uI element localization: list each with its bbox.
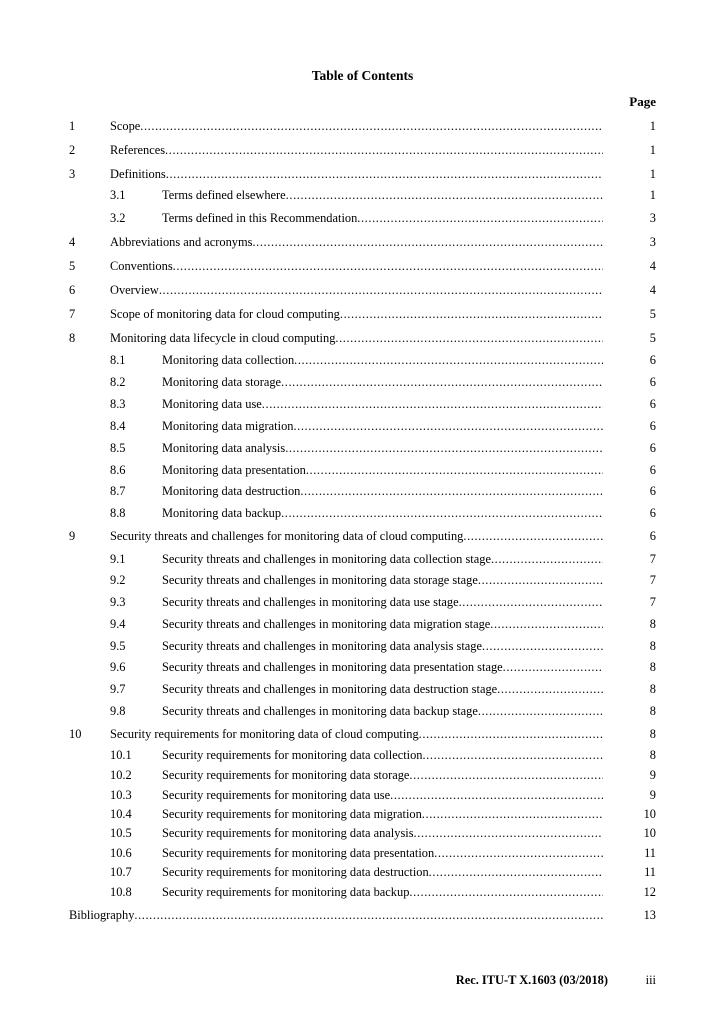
toc-entry-number: 3 [69, 167, 76, 181]
toc-entry-page: 10 [643, 826, 656, 840]
toc-entry-label[interactable]: Monitoring data storage ..... [162, 373, 603, 391]
toc-entry-page: 8 [649, 682, 656, 696]
toc-entry-page: 6 [649, 397, 656, 411]
toc-entry[interactable] [0, 637, 725, 655]
toc-entry-page: 8 [649, 704, 656, 718]
toc-entry-label[interactable]: Security requirements for monitoring data destruction ..... [162, 863, 603, 881]
toc-entry-number: 3.1 [110, 188, 126, 202]
toc-entry-page: 7 [649, 552, 656, 566]
toc-entry-number: 6 [69, 283, 76, 297]
toc-entry-page: 9 [649, 768, 656, 782]
toc-entry[interactable] [0, 257, 725, 275]
toc-entry-label[interactable]: Security threats and challenges in monitoring data presentation stage ..... [162, 658, 603, 676]
toc-entry-page: 9 [649, 788, 656, 802]
toc-entry[interactable] [0, 593, 725, 611]
toc-entry[interactable] [0, 571, 725, 589]
toc-entry[interactable] [0, 680, 725, 698]
toc-entry-label[interactable]: Security threats and challenges in monitoring data use stage ..... [162, 593, 603, 611]
toc-entry-number: 10.5 [110, 826, 132, 840]
toc-entry-number: 3.2 [110, 211, 126, 225]
toc-entry-number: 10.1 [110, 748, 132, 762]
toc-entry-label[interactable]: Security requirements for monitoring data of cloud computing ..... [110, 725, 603, 743]
toc-entry-page: 5 [649, 331, 656, 345]
toc-entry[interactable] [0, 329, 725, 347]
toc-entry-page: 7 [649, 573, 656, 587]
toc-entry-page: 6 [649, 441, 656, 455]
toc-entry-label[interactable]: References ..... [110, 141, 603, 159]
toc-entry-page: 8 [649, 617, 656, 631]
toc-entry-number: 8 [69, 331, 76, 345]
toc-entry-label[interactable]: Definitions ..... [110, 165, 603, 183]
toc-entry-label[interactable]: Security threats and challenges in monitoring data analysis stage ..... [162, 637, 603, 655]
toc-entry-label[interactable]: Scope ..... [110, 117, 603, 135]
toc-entry[interactable] [0, 373, 725, 391]
toc-entry-label[interactable]: Security threats and challenges in monitoring data backup stage ..... [162, 702, 603, 720]
toc-entry-number: 8.3 [110, 397, 126, 411]
toc-entry-page: 1 [649, 167, 656, 181]
toc-entry-number: 10.7 [110, 865, 132, 879]
toc-entry-label[interactable]: Terms defined elsewhere ..... [162, 186, 603, 204]
toc-entry-label[interactable]: Monitoring data backup ..... [162, 504, 603, 522]
toc-entry-page: 1 [649, 143, 656, 157]
toc-entry-label[interactable]: Monitoring data destruction ..... [162, 482, 603, 500]
toc-entry-label[interactable]: Security requirements for monitoring data migration ..... [162, 805, 603, 823]
toc-entry-label[interactable]: Security requirements for monitoring data collection ..... [162, 746, 603, 764]
toc-entry-page: 6 [649, 419, 656, 433]
toc-entry-number: 5 [69, 259, 76, 273]
toc-entry-label[interactable]: Security requirements for monitoring data presentation ..... [162, 844, 603, 862]
toc-entry-number: 10.3 [110, 788, 132, 802]
toc-entry-number: 9.3 [110, 595, 126, 609]
toc-entry-label[interactable]: Security threats and challenges in monitoring data destruction stage ..... [162, 680, 603, 698]
toc-entry[interactable] [0, 209, 725, 227]
toc-entry-page: 12 [643, 885, 656, 899]
toc-entry-number: 9.4 [110, 617, 126, 631]
toc-entry-number: 8.4 [110, 419, 126, 433]
toc-entry-number: 9.2 [110, 573, 126, 587]
toc-entry[interactable] [0, 615, 725, 633]
toc-entry-number: 10.2 [110, 768, 132, 782]
toc-entry-label[interactable]: Monitoring data collection ..... [162, 351, 603, 369]
toc-entry-number: 8.7 [110, 484, 126, 498]
toc-entry-label[interactable]: Terms defined in this Recommendation ..... [162, 209, 603, 227]
toc-entry-label[interactable]: Security requirements for monitoring data storage ..... [162, 766, 603, 784]
toc-entry-page: 10 [643, 807, 656, 821]
toc-entry-page: 8 [649, 727, 656, 741]
toc-entry-page: 5 [649, 307, 656, 321]
footer-page-number: iii [645, 973, 656, 987]
toc-entry-number: 8.2 [110, 375, 126, 389]
toc-entry-number: 10.6 [110, 846, 132, 860]
toc-entry-label[interactable]: Security requirements for monitoring data analysis ..... [162, 824, 603, 842]
toc-entry-number: 8.8 [110, 506, 126, 520]
toc-entry-page: 8 [649, 748, 656, 762]
toc-entry-label[interactable]: Security threats and challenges in monitoring data collection stage ..... [162, 550, 603, 568]
toc-entry[interactable] [0, 351, 725, 369]
page-column-heading: Page [629, 94, 656, 109]
toc-entry-label[interactable]: Monitoring data migration ..... [162, 417, 603, 435]
toc-entry-label[interactable]: Monitoring data analysis ..... [162, 439, 603, 457]
toc-entry-page: 4 [649, 259, 656, 273]
toc-entry[interactable] [0, 233, 725, 251]
toc-entry[interactable] [0, 766, 725, 784]
toc-entry-label[interactable]: Overview ..... [110, 281, 603, 299]
toc-entry-page: 6 [649, 375, 656, 389]
toc-entry-page: 6 [649, 463, 656, 477]
toc-entry-number: 1 [69, 119, 76, 133]
toc-entry-page: 6 [649, 506, 656, 520]
toc-entry-page: 3 [649, 235, 656, 249]
toc-entry[interactable] [0, 504, 725, 522]
toc-entry[interactable] [0, 281, 725, 299]
toc-entry[interactable] [0, 658, 725, 676]
toc-entry-page: 6 [649, 529, 656, 543]
toc-entry-number: 10.4 [110, 807, 132, 821]
toc-entry[interactable] [0, 417, 725, 435]
footer-recommendation-reference: Rec. ITU-T X.1603 (03/2018) [455, 973, 608, 987]
toc-entry[interactable] [0, 746, 725, 764]
toc-entry-page: 7 [649, 595, 656, 609]
toc-entry-label[interactable]: Conventions ..... [110, 257, 603, 275]
toc-entry-number: 10.8 [110, 885, 132, 899]
toc-entry[interactable] [0, 165, 725, 183]
toc-entry-label[interactable]: Security requirements for monitoring data backup ..... [162, 883, 603, 901]
toc-entry-label[interactable]: Monitoring data use ..... [162, 395, 603, 413]
toc-entry-number: 7 [69, 307, 76, 321]
toc-entry-page: 1 [649, 188, 656, 202]
toc-entry-page: 11 [644, 865, 656, 879]
toc-entry[interactable] [0, 702, 725, 720]
toc-entry-page: 4 [649, 283, 656, 297]
toc-entry-label[interactable]: Monitoring data lifecycle in cloud computing ..... [110, 329, 603, 347]
toc-entry-label[interactable]: Security threats and challenges in monitoring data migration stage ..... [162, 615, 603, 633]
toc-entry-page: 8 [649, 660, 656, 674]
toc-entry-number: 9.1 [110, 552, 126, 566]
toc-entry[interactable] [0, 725, 725, 743]
toc-entry-number: 8.1 [110, 353, 126, 367]
toc-entry-label[interactable]: Bibliography ..... [69, 906, 603, 924]
toc-entry-label[interactable]: Scope of monitoring data for cloud computing ..... [110, 305, 603, 323]
toc-entry-page: 3 [649, 211, 656, 225]
toc-entry-number: 9.8 [110, 704, 126, 718]
toc-entry[interactable] [0, 786, 725, 804]
toc-entry[interactable] [0, 883, 725, 901]
toc-title: Table of Contents [311, 68, 414, 83]
toc-entry[interactable] [0, 141, 725, 159]
toc-entry[interactable] [0, 824, 725, 842]
toc-entry[interactable] [0, 527, 725, 545]
toc-entry[interactable] [0, 461, 725, 479]
toc-entry-page: 11 [644, 846, 656, 860]
toc-entry-label[interactable]: Security threats and challenges for monitoring data of cloud computing ..... [110, 527, 603, 545]
toc-entry-page: 1 [649, 119, 656, 133]
toc-entry-label[interactable]: Security threats and challenges in monitoring data storage stage ..... [162, 571, 603, 589]
toc-entry[interactable] [0, 186, 725, 204]
toc-entry[interactable] [0, 117, 725, 135]
toc-entry-number: 8.5 [110, 441, 126, 455]
toc-entry-number: 9.7 [110, 682, 126, 696]
toc-entry-number: 8.6 [110, 463, 126, 477]
toc-entry-label[interactable]: Monitoring data presentation ..... [162, 461, 603, 479]
toc-entry-label[interactable]: Security requirements for monitoring data use ..... [162, 786, 603, 804]
toc-entry-page: 8 [649, 639, 656, 653]
toc-entry-label[interactable]: Abbreviations and acronyms ..... [110, 233, 603, 251]
toc-entry[interactable] [0, 482, 725, 500]
toc-entry[interactable] [0, 439, 725, 457]
toc-entry[interactable] [0, 550, 725, 568]
toc-entry[interactable] [0, 906, 725, 924]
toc-entry-number: 2 [69, 143, 76, 157]
toc-entry[interactable] [0, 844, 725, 862]
toc-entry-number: 4 [69, 235, 76, 249]
toc-entry[interactable] [0, 863, 725, 881]
toc-entry-number: 9.6 [110, 660, 126, 674]
toc-entry-page: 13 [643, 908, 656, 922]
toc-entry[interactable] [0, 395, 725, 413]
toc-entry-number: 10 [69, 727, 82, 741]
toc-entry-page: 6 [649, 484, 656, 498]
toc-entry-number: 9 [69, 529, 76, 543]
toc-entry-page: 6 [649, 353, 656, 367]
toc-entry[interactable] [0, 805, 725, 823]
toc-entry[interactable] [0, 305, 725, 323]
toc-entry-number: 9.5 [110, 639, 126, 653]
